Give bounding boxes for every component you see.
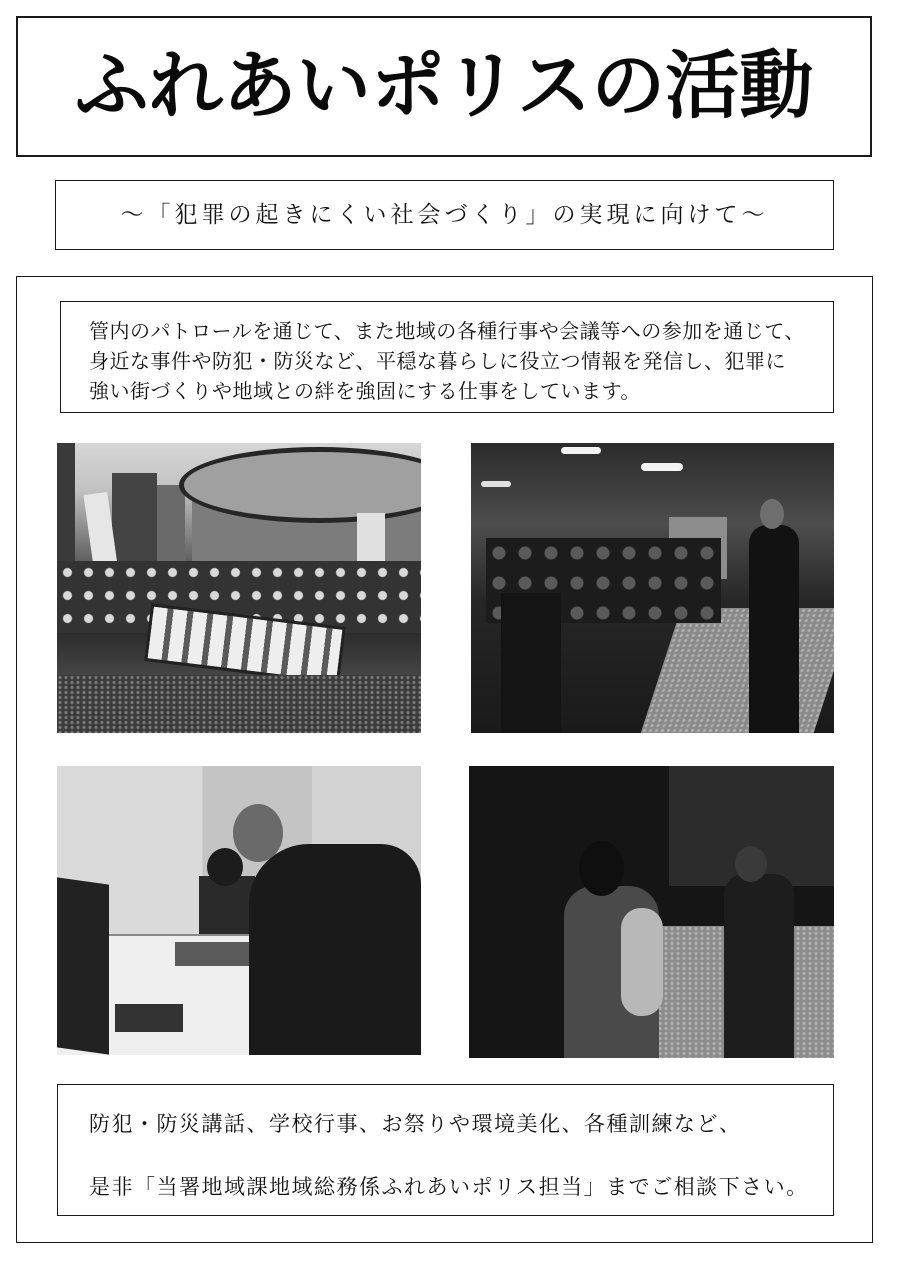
photo-handover	[469, 766, 834, 1058]
ceiling-light	[561, 447, 601, 454]
intro-line: 管内のパトロールを通じて、また地域の各種行事や会議等への参加を通じて、	[89, 319, 805, 343]
person-left-arm	[621, 908, 663, 1016]
subtitle: ～「犯罪の起きにくい社会づくり」の実現に向けて～	[120, 202, 769, 228]
intro-line: 身近な事件や防犯・防災など、平穏な暮らしに役立つ情報を発信し、犯罪に	[89, 349, 786, 373]
contact-line: 是非「当署地域課地域総務係ふれあいポリス担当」までご相談下さい。	[89, 1175, 809, 1199]
title-box	[16, 16, 872, 157]
photo-indoor-meeting	[471, 443, 834, 733]
ceiling-light	[641, 463, 683, 471]
person-right-head	[735, 846, 767, 882]
seated-person-head	[207, 848, 243, 886]
photo-table-event	[57, 766, 421, 1055]
contact-box	[57, 1084, 834, 1216]
standing-man-head	[233, 804, 283, 862]
speaker-silhouette	[749, 525, 799, 733]
standing-man	[249, 844, 421, 1055]
intro-line: 強い街づくりや地域との絆を強固にする仕事をしています。	[89, 379, 641, 403]
ceiling-light	[481, 481, 511, 487]
subtitle-box	[55, 180, 834, 250]
tray	[115, 1004, 183, 1032]
ground	[57, 675, 421, 733]
laptop	[57, 877, 109, 1054]
person-silhouette	[501, 593, 561, 733]
intro-box	[60, 301, 834, 413]
page-title: ふれあいポリスの活動	[74, 43, 814, 129]
person-left-head	[579, 841, 624, 896]
photo-patrol-group	[57, 443, 421, 733]
contact-line: 防犯・防災講話、学校行事、お祭りや環境美化、各種訓練など、	[89, 1112, 742, 1136]
device	[175, 942, 253, 966]
person-right	[724, 874, 794, 1058]
speaker-head	[760, 499, 784, 529]
